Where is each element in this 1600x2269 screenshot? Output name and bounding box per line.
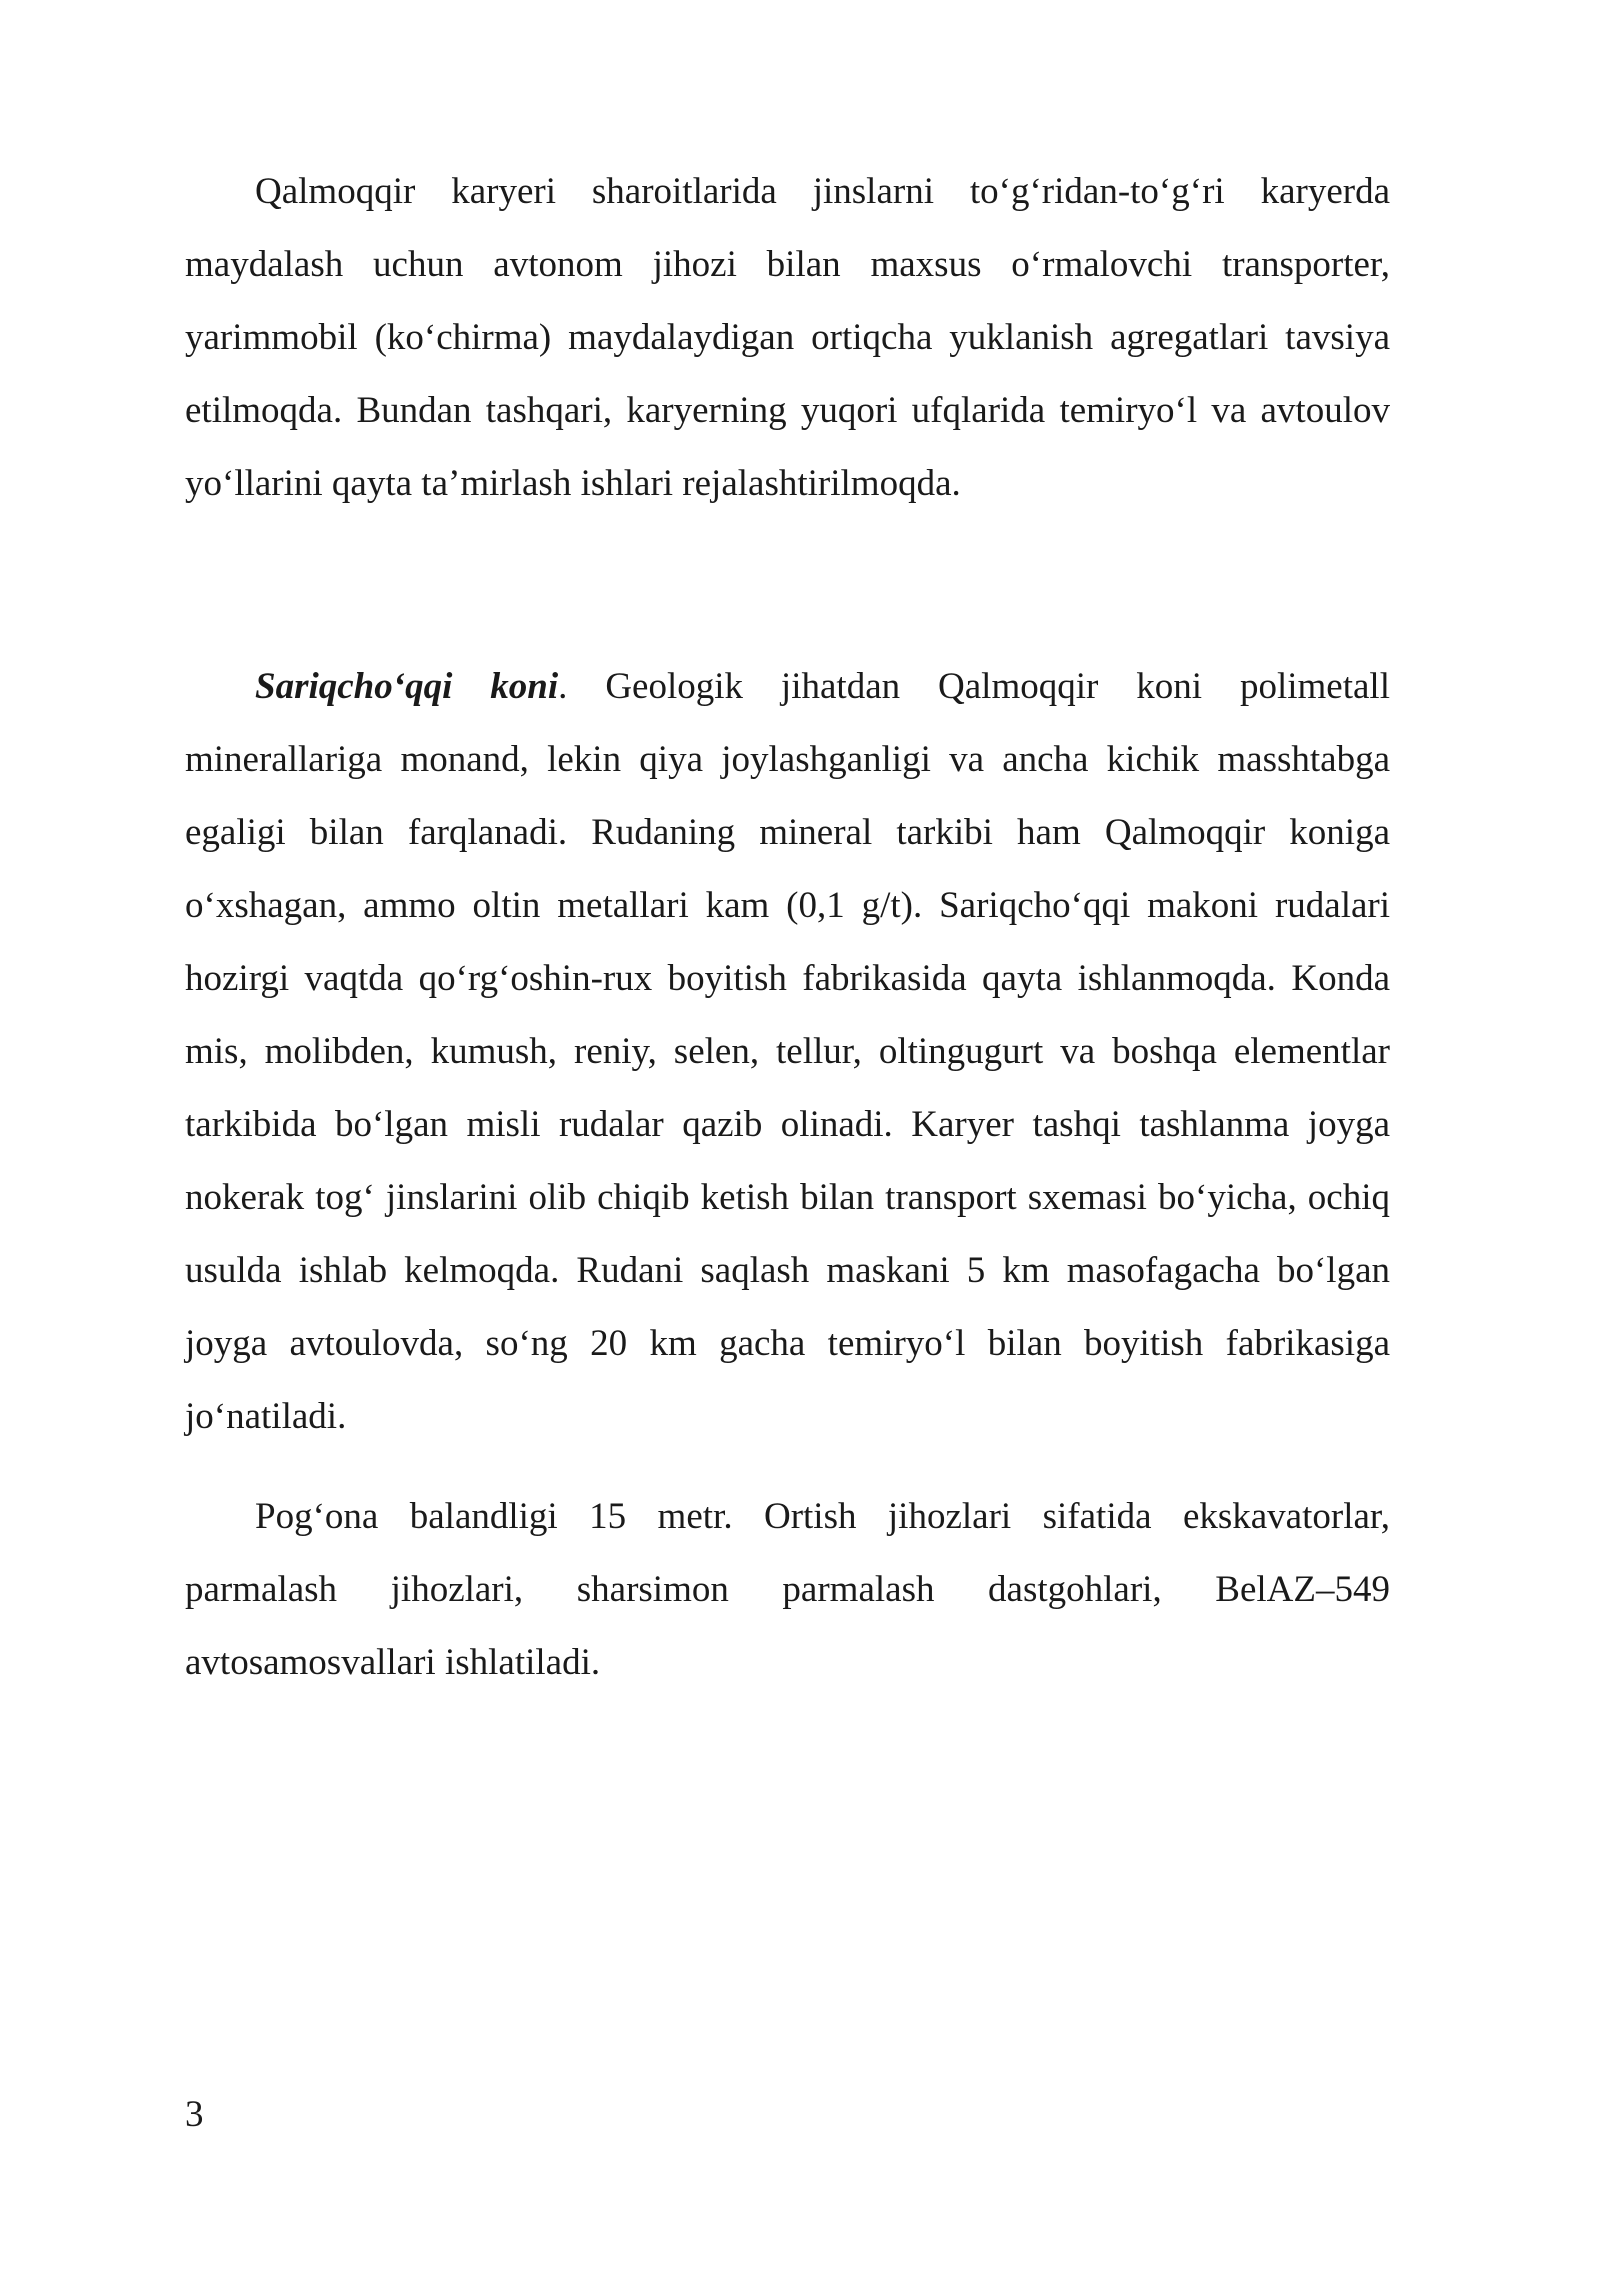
document-page — [185, 155, 1390, 1699]
section-heading-sariqchoqqi: Sariqcho‘qqi koni — [255, 666, 559, 707]
paragraph-sariqchoqqi-koni — [185, 650, 1390, 1453]
paragraph-qalmoqqir-karyeri: Qalmoqqir karyeri sharoitlarida jinslarni to‘g‘ridan-to‘g‘ri karyerda maydalash uchun avtonom jihozi bilan maxsus o‘rmalovchi transporter, yarimmobil (ko‘chirma) maydalaydigan ortiqcha yuklanish agregatlari tavsiya etilmoqda. Bundan tashqari, karyerning yuqori ufqlarida temiryo‘l va avtoulov yo‘llarini qayta ta’mirlash ishlari rejalashtirilmoqda. — [185, 171, 1390, 504]
page-number: 3 — [185, 2094, 204, 2135]
paragraph-pogona-balandligi: Pog‘ona balandligi 15 metr. Ortish jihozlari sifatida ekskavatorlar, parmalash jihozlari, sharsimon parmalash dastgohlari, BelAZ–549 avtosamosvallari ishlatiladi. — [185, 1496, 1390, 1683]
paragraph-sariqchoqqi-body: . Geologik jihatdan Qalmoqqir koni polimetall minerallariga monand, lekin qiya joylashganligi va ancha kichik masshtabga egaligi bilan farqlanadi. Rudaning mineral tarkibi ham Qalmoqqir koniga o‘xshagan, ammo oltin metallari kam (0,1 g/t). Sariqcho‘qqi makoni rudalari hozirgi vaqtda qo‘rg‘oshin-rux boyitish fabrikasida qayta ishlanmoqda. Konda mis, molibden, kumush, reniy, selen, tellur, oltingugurt va boshqa elementlar tarkibida bo‘lgan misli rudalar qazib olinadi. Karyer tashqi tashlanma joyga nokerak tog‘ jinslarini olib chiqib ketish bilan transport sxemasi bo‘yicha, ochiq usulda ishlab kelmoqda. Rudani saqlash maskani 5 km masofagacha bo‘lgan joyga avtoulovda, so‘ng 20 km gacha temiryo‘l bilan boyitish fabrikasiga jo‘natiladi. — [185, 666, 1390, 1437]
